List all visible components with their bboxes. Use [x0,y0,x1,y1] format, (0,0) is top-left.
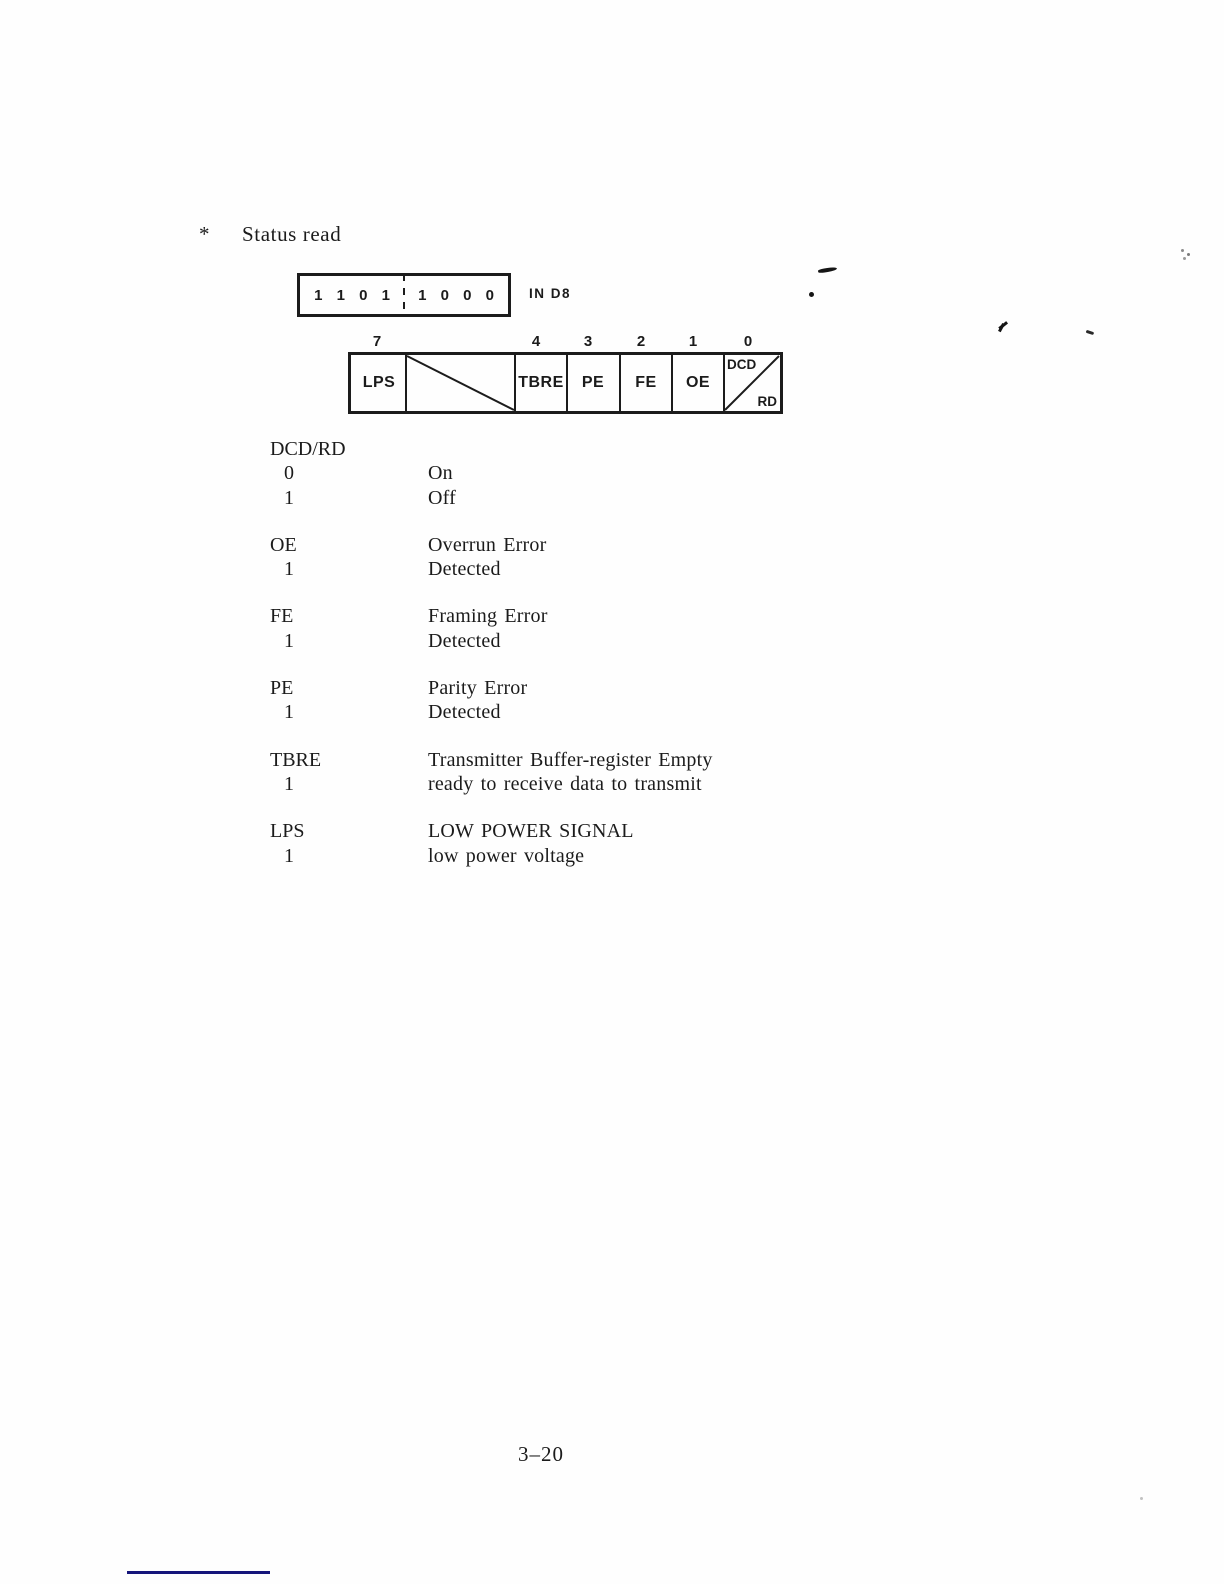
bit-value-desc: Detected [428,629,501,652]
bit7-label-lps: LPS [362,374,396,391]
register-grid-lines [351,355,780,411]
opcode-low-nibble: 1 0 0 0 [418,286,499,304]
term-desc: Overrun Error [428,533,547,556]
definition-term-row [270,437,870,461]
definition-lps [270,819,870,868]
opcode-dashed-divider [403,274,405,312]
bit-value: 1 [284,701,294,724]
blue-margin-line [127,1571,270,1574]
definition-value-row [270,461,870,485]
bit-value-desc: Off [428,486,457,509]
definition-term-row [270,676,870,700]
term: OE [270,533,297,556]
register-box [348,352,783,414]
bit2-label-fe: FE [635,374,657,391]
bit0-label-dcd: DCD [727,357,757,372]
bit-number-2: 2 [636,333,646,350]
bit-number-1: 1 [688,333,698,350]
status-register-diagram [348,333,784,415]
definition-value-row [270,557,870,581]
bullet-asterisk: * [199,222,210,246]
definition-pe [270,676,870,725]
bit1-label-oe: OE [685,374,711,391]
bit-value-desc: Detected [428,558,501,581]
bit0-label-rd: RD [757,394,777,409]
bit-number-3: 3 [583,333,593,350]
bit-number-4: 4 [531,333,541,350]
bit-value: 1 [284,844,294,867]
term: PE [270,677,294,700]
ink-dash [1086,330,1094,335]
scan-speckle [1183,257,1186,260]
definition-value-row [270,844,870,868]
bit-value-desc: low power voltage [428,844,585,867]
scan-speckle [1140,1497,1143,1500]
definition-value-row [270,486,870,510]
ink-smudge [818,267,837,274]
bit-value: 0 [284,462,294,485]
ink-speck [998,319,1009,331]
bit-value-desc: ready to receive data to transmit [428,772,702,795]
bit4-label-tbre: TBRE [518,374,564,391]
scan-speckle [1181,249,1184,252]
term: DCD/RD [270,438,346,460]
definition-term-row [270,819,870,843]
term: LPS [270,820,305,843]
scan-speckle [1187,253,1190,256]
term-desc: Transmitter Buffer-register Empty [428,748,713,771]
term-desc: Framing Error [428,605,548,628]
opcode-binary-box [297,273,511,317]
definition-value-row [270,700,870,724]
term-desc [428,437,870,461]
bit-value: 1 [284,558,294,581]
ink-dot [809,292,814,297]
definition-fe [270,604,870,653]
bit-value: 1 [284,629,294,652]
bit-value: 1 [284,772,294,795]
opcode-high-nibble: 1 1 0 1 [314,286,395,304]
definition-term-row [270,533,870,557]
definition-tbre [270,748,870,797]
term-desc: Parity Error [428,677,528,700]
page-number: 3–20 [518,1442,564,1466]
bit-value-desc: On [428,462,453,485]
bit-definitions [270,437,870,891]
definition-dcd-rd [270,437,870,510]
bit-value: 1 [284,486,294,509]
term-desc: LOW POWER SIGNAL [428,820,634,843]
definition-term-row [270,748,870,772]
bit3-label-pe: PE [581,374,605,391]
bit-number-0: 0 [743,333,753,350]
definition-value-row [270,629,870,653]
bit-value-desc: Detected [428,701,501,724]
term: FE [270,605,294,628]
section-title: Status read [242,222,342,246]
definition-term-row [270,604,870,628]
opcode-mnemonic: IN D8 [529,286,572,301]
term: TBRE [270,748,322,771]
definition-value-row [270,772,870,796]
bit-number-7: 7 [372,333,382,350]
definition-oe [270,533,870,582]
